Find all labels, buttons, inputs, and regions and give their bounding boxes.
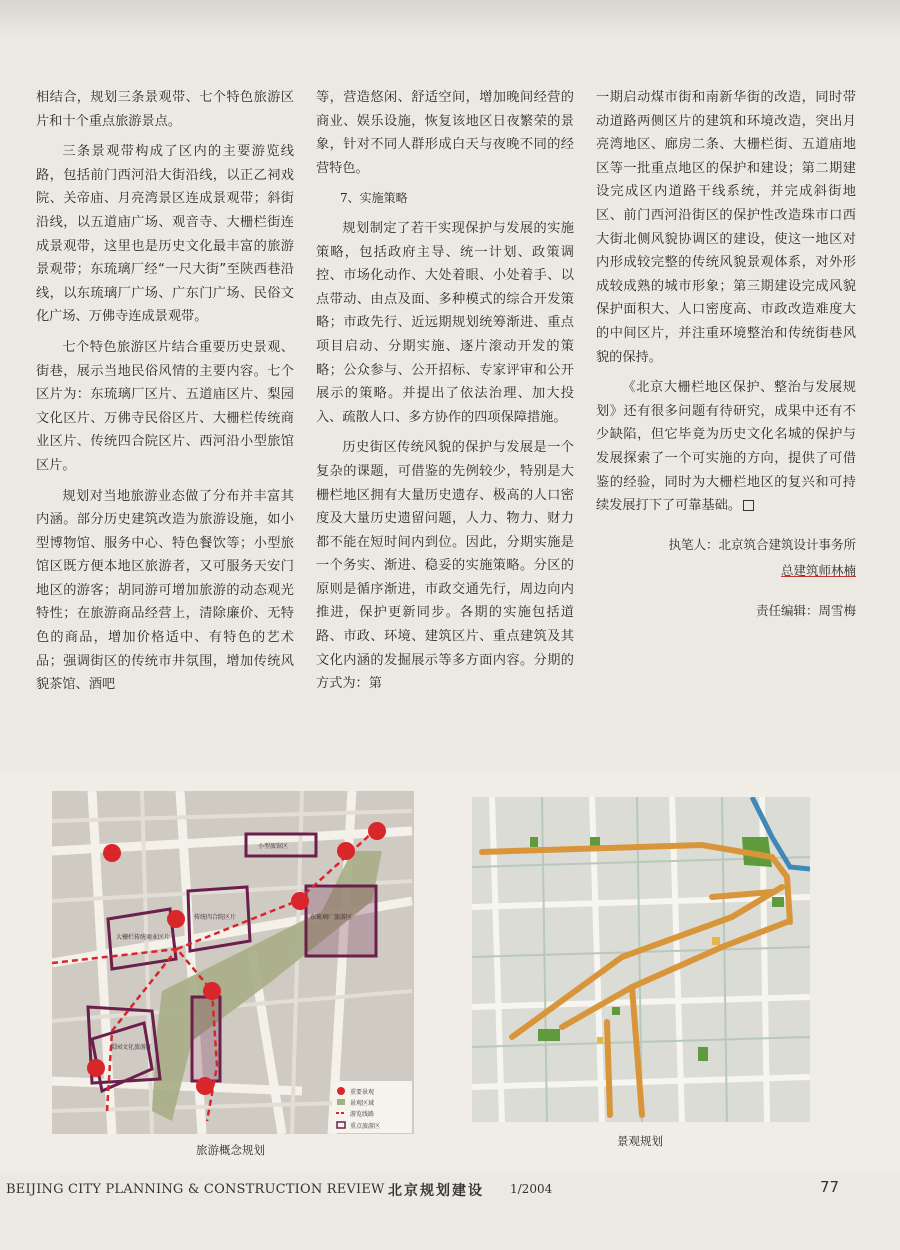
zone-label: 小型旅馆区 [258,843,289,850]
issue-number: 1/2004 [510,1182,553,1196]
paragraph [596,376,856,518]
zone-label: 传统四合院区片 [194,914,237,921]
hotspot-marker [337,842,355,860]
tourism-concept-map [52,791,414,1134]
zone-label: 梨园文化旅游区 [110,1044,153,1051]
hotspot-marker [103,844,121,862]
landscape-plan-map [472,797,810,1122]
text-column-3 [596,86,856,631]
legend-label: 重点旅游区 [350,1123,381,1130]
page-footer [0,1178,900,1204]
legend-label: 景观区域 [350,1100,375,1107]
left-figure-caption: 旅游概念规划 [196,1143,265,1157]
paragraph: 相结合，规划三条景观带、七个特色旅游区片和十个重点旅游景点。 [36,90,294,129]
page-number: 77 [820,1178,840,1196]
hotspot-marker [196,1077,214,1095]
right-figure-caption: 景观规划 [617,1134,663,1148]
author-name: 总建筑师林楠 [780,562,856,578]
paragraph: 三条景观带构成了区内的主要游览线路，包括前门西河沿大街沿线，以正乙祠戏院、关帝庙、月亮湾景区连成景观带；斜街沿线，以五道庙广场、观音寺、大栅栏街连成景观带，这里也是历史文化最丰富的旅游景观带；东琉璃厂经“一尺大街”至陕西巷沿线，以东琉璃厂广场、广东门广场、民俗文化广场、万佛寺连成景观带。 [36,144,294,325]
legend-label: 游览线路 [350,1111,375,1118]
text-column-2 [316,86,574,703]
paragraph: 历史街区传统风貌的保护与发展是一个复杂的课题，可借鉴的先例较少，特别是大栅栏地区拥有大量历史遗存、极高的人口密度及大量历史遗留问题，人力、物力、财力都不能在短时间内到位。因此，分期实施是一个务实、渐进、稳妥的实施策略。分区的原则是循序渐进，市政交通先行，周边向内推进，保护更新同步。各期的实施包括道路、市政、环境、建筑区片、重点建筑及其文化内涵的发掘展示等多方面内容。分期的方式为：第 [316,440,574,692]
journal-name-cn: 北京规划建设 [388,1183,484,1199]
paragraph: 规划制定了若干实现保护与发展的实施策略，包括政府主导、统一计划、政策调控、市场化动作、大处着眼、小处着手、以点带动、由点及面、多种模式的综合开发策略；市政先行、近远期规划统筹渐进、重点项目启动、分期实施、逐片滚动开发的策略；公众参与、公开招标、专家评审和公开展示的策略。并提出了依法治理、加大投入、疏散人口、多方协作的四项保障措施。 [316,220,574,425]
hotspot-marker [368,822,386,840]
hotspot-marker [203,982,221,1000]
paragraph: 等，营造悠闲、舒适空间，增加晚间经营的商业、娱乐设施，恢复该地区日夜繁荣的景象，针对不同人群形成白天与夜晚不同的经营特色。 [316,90,574,176]
map-legend [332,1081,412,1133]
section-heading: 7、实施策略 [340,191,408,206]
hotspot-marker [87,1059,105,1077]
author-credit [596,532,856,584]
legend-label: 重要景观 [350,1089,375,1096]
scan-top-strip [0,0,900,38]
end-of-article-icon [743,500,754,511]
text-column-1 [36,86,294,704]
editor-credit: 责任编辑：周雪梅 [755,602,856,618]
paragraph: 一期启动煤市街和南新华街的改造，同时带动道路两侧区片的建筑和环境改造，突出月亮湾地区、廊房二条、大栅栏街、五道庙地区等一批重点地区的保护和建设；第二期建设完成区内道路干线系统，并完成斜街地区、前门西河沿街区的保护性改造珠市口西大街北侧风貌协调区的建设，使这一地区对内形成较完整的传统风貌景观体系，对外形成较成熟的城市形象；第三期建设完成风貌保护面积大、人口密度高、市政改造难度大的中间区片，并注重环境整治和传统街巷风貌的保持。 [596,90,856,365]
closing-text: 《北京大栅栏地区保护、整治与发展规划》还有很多问题有待研究，成果中还有不少缺陷，但它毕竟为历史文化名城的保护与发展探索了一个可实施的方向，提供了可借鉴的经验，同时为大栅栏地区的复兴和可持续发展打下了可靠基础。 [596,380,856,514]
paragraph: 规划对当地旅游业态做了分布并丰富其内涵。部分历史建筑改造为旅游设施，如小型博物馆、服务中心、特色餐饮等；小型旅馆区既方便本地区旅游者，又可服务天安门地区的游客；胡同游可增加旅游的动态观光特性；在旅游商品经营上，清除廉价、无特色的商品，增加价格适中、有特色的艺术品；强调街区的传统市井氛围，增加传统风貌茶馆、酒吧 [36,488,294,693]
zone-label: 东琉璃厂旅游区 [310,914,353,921]
paragraph: 七个特色旅游区片结合重要历史景观、街巷，展示当地民俗风情的主要内容。七个区片为：东琉璃厂区片、五道庙区片、梨园文化区片、万佛寺民俗区片、大栅栏传统商业区片、传统四合院区片、西河沿小型旅馆区片。 [36,339,294,473]
zone-label: 大栅栏传统商业区片 [116,934,171,941]
author-line: 执笔人：北京筑合建筑设计事务所 [668,536,856,552]
journal-name-en: BEIJING CITY PLANNING & CONSTRUCTION REVIEW [6,1182,385,1197]
hotspot-marker [291,892,309,910]
hotspot-marker [167,910,185,928]
